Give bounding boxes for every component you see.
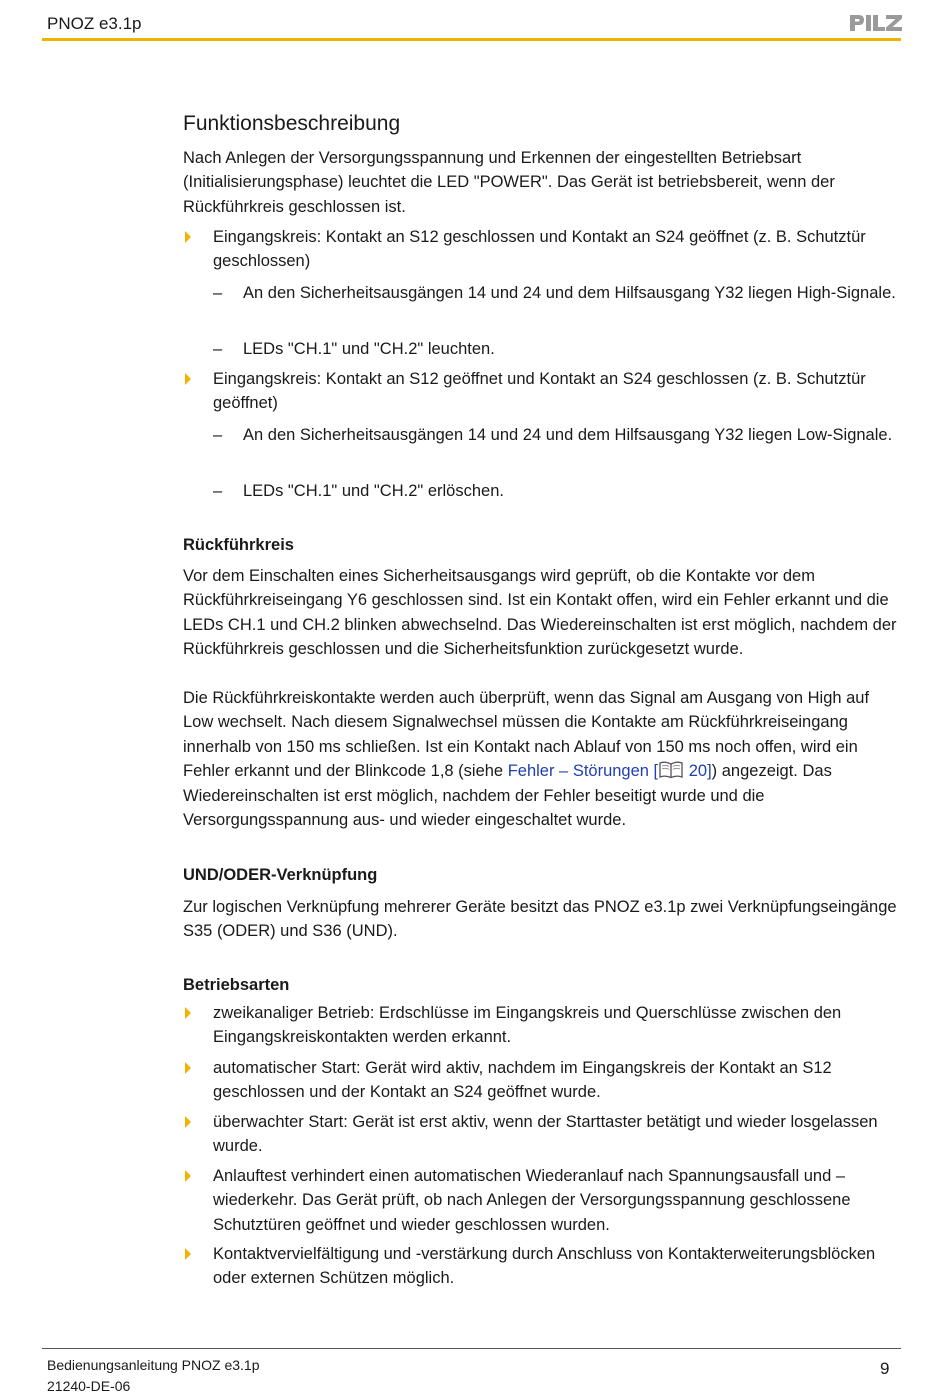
feedback-paragraph-1: Vor dem Einschalten eines Sicherheitsausgangs wird geprüft, ob die Kontakte vor dem Rückführkreiseingang Y6 geschlossen sind. Ist ein Kontakt offen, wird ein Fehler erkannt und die LEDs CH.1 und CH.2 blinken abwechselnd. Das Wiedereinschalten ist erst möglich, nachdem der Rückführkreis geschlossen und die Sicherheitsfunktion zurückgesetzt wurde.: [183, 567, 897, 659]
book-icon: [658, 760, 684, 779]
arrow-bullet-icon: [183, 1170, 195, 1182]
sub-bullet-text: An den Sicherheitsausgängen 14 und 24 und dem Hilfsausgang Y32 liegen High-Signale.: [243, 284, 896, 302]
section-title: Funktionsbeschreibung: [183, 112, 401, 135]
document-header-title: PNOZ e3.1p: [47, 14, 142, 33]
arrow-bullet-icon: [183, 373, 195, 385]
arrow-bullet-icon: [183, 1007, 195, 1019]
dash-marker: –: [213, 284, 223, 302]
arrow-bullet-icon: [183, 1116, 195, 1128]
bullet-text: überwachter Start: Gerät ist erst aktiv, wenn der Starttaster betätigt und wieder losgelassen wurde.: [213, 1113, 878, 1156]
bullet-text: Anlauftest verhindert einen automatischen Wiederanlauf nach Spannungsausfall und –wiederkehr. Das Gerät prüft, ob nach Anlegen der Versorgungsspannung geschlossene Schutztüren geöffnet und wieder geschlossen wurden.: [213, 1167, 851, 1234]
page-number: 9: [880, 1359, 890, 1378]
logic-paragraph: Zur logischen Verknüpfung mehrerer Geräte besitzt das PNOZ e3.1p zwei Verknüpfungseingänge S35 (ODER) und S36 (UND).: [183, 898, 897, 941]
dash-marker: –: [213, 340, 223, 358]
sub-bullet-text: LEDs "CH.1" und "CH.2" erlöschen.: [243, 482, 504, 500]
header-rule: [42, 38, 901, 41]
arrow-bullet-icon: [183, 1062, 195, 1074]
sub-bullet-text: An den Sicherheitsausgängen 14 und 24 und dem Hilfsausgang Y32 liegen Low-Signale.: [243, 426, 893, 444]
feedback-heading: Rückführkreis: [183, 536, 294, 554]
dash-marker: –: [213, 426, 223, 444]
sub-bullet-text: LEDs "CH.1" und "CH.2" leuchten.: [243, 340, 495, 358]
feedback-paragraph-2: [183, 686, 903, 832]
bullet-text: zweikanaliger Betrieb: Erdschlüsse im Eingangskreis und Querschlüsse zwischen den Eingangskreiskontakten werden erkannt.: [213, 1004, 842, 1047]
bullet-text: automatischer Start: Gerät wird aktiv, nachdem im Eingangskreis der Kontakt an S12 geschlossen und der Kontakt an S24 geöffnet wurde.: [213, 1059, 832, 1102]
arrow-bullet-icon: [183, 1248, 195, 1260]
footer-rule: [42, 1348, 901, 1349]
bullet-text: Kontaktvervielfältigung und -verstärkung durch Anschluss von Kontakterweiterungsblöcken oder externen Schützen möglich.: [213, 1245, 876, 1288]
link-text: Fehler – Störungen [: [507, 762, 659, 781]
feedback-text: Die Rückführkreiskontakte werden auch überprüft, wenn das Signal am Ausgang von High auf Low wechselt. Nach diesem Signalwechsel müssen die Kontakte am Rückführkreiseingang innerhalb von 150 ms schließen. Ist ein Kontakt nach Ablauf von 150 ms noch offen, wird ein Fehler erkannt und der Blinkcode 1,8 (siehe: [183, 689, 870, 781]
fault-link[interactable]: [508, 762, 712, 780]
link-page: 20]: [684, 762, 712, 781]
pilz-logo: [849, 14, 903, 37]
bullet-text: Eingangskreis: Kontakt an S12 geschlossen und Kontakt an S24 geöffnet (z. B. Schutztür geschlossen): [213, 228, 866, 271]
intro-paragraph: Nach Anlegen der Versorgungsspannung und Erkennen der eingestellten Betriebsart (Initialisierungsphase) leuchtet die LED "POWER". Das Gerät ist betriebsbereit, wenn der Rückführkreis geschlossen ist.: [183, 149, 835, 216]
feedback-text: ) angezeigt. Das Wiedereinschalten ist erst möglich, nachdem der Fehler beseitigt wurde und die Versorgungsspannung aus- und wieder eingeschaltet wurde.: [183, 762, 832, 830]
modes-heading: Betriebsarten: [183, 976, 290, 994]
dash-marker: –: [213, 482, 223, 500]
footer-doc-number: 21240-DE-06: [47, 1378, 131, 1394]
footer-doc-title: Bedienungsanleitung PNOZ e3.1p: [47, 1357, 260, 1373]
arrow-bullet-icon: [183, 231, 195, 243]
footer-document-info: [47, 1355, 259, 1397]
logic-heading: UND/ODER-Verknüpfung: [183, 866, 378, 884]
bullet-text: Eingangskreis: Kontakt an S12 geöffnet und Kontakt an S24 geschlossen (z. B. Schutztür geöffnet): [213, 370, 866, 413]
